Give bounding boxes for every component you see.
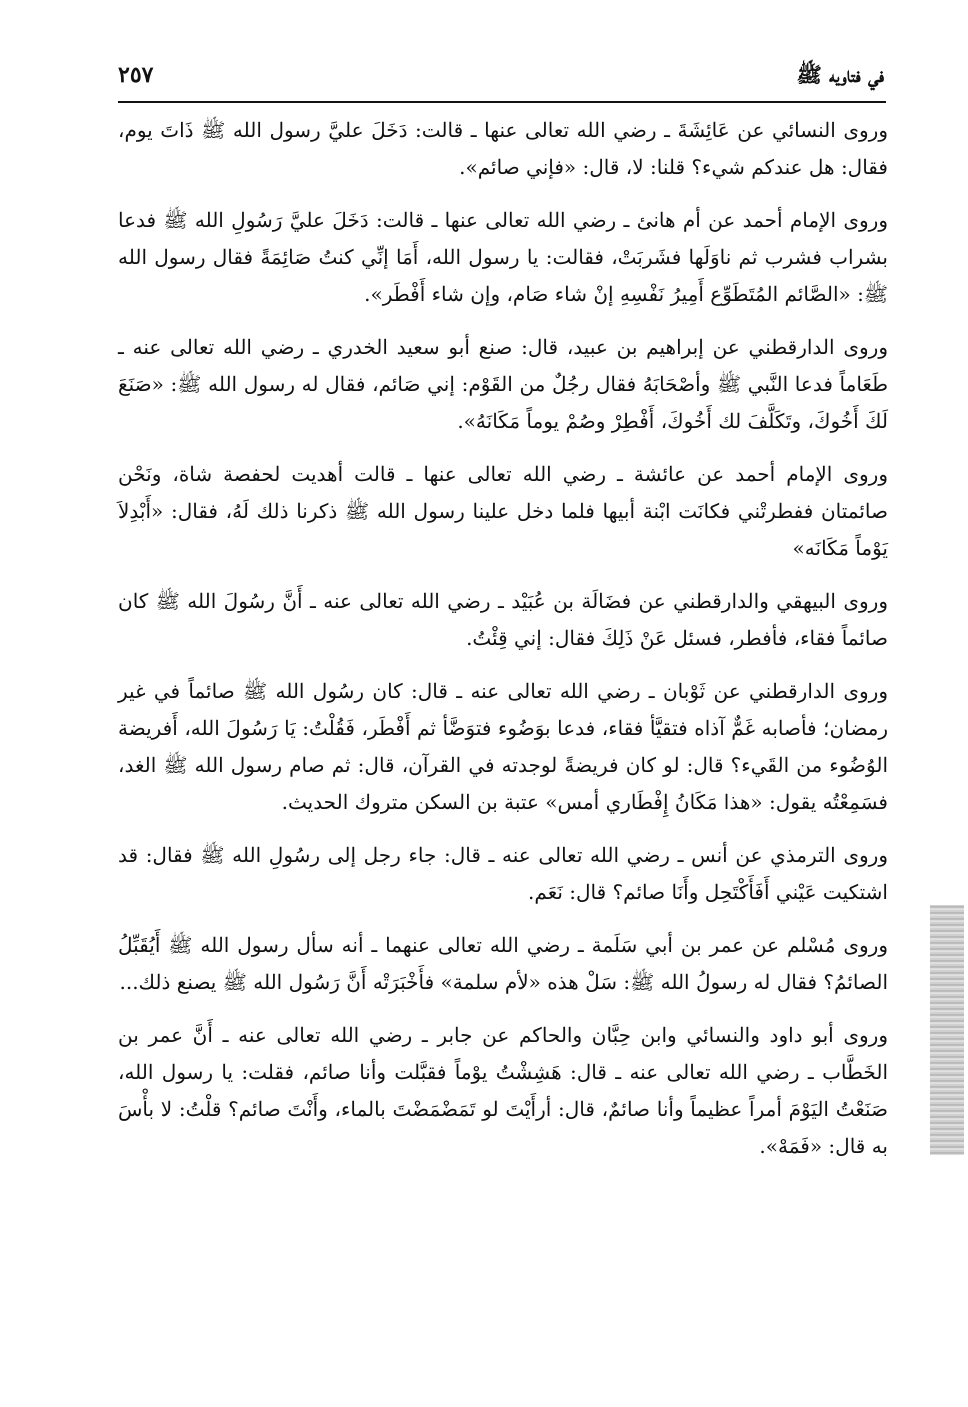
paragraph: وروى أبو داود والنسائي وابن حِبَّان والحاكم عن جابر ـ رضي الله تعالى عنه ـ أَنَّ عمر بن الخَطَّاب ـ رضي الله تعالى عنه ـ قال: هَشِشْتُ يوْماً فقبَّلت وأنا صائم، فقلت: يا رسول الله، صَنَعْتُ اليَوْمَ أمراً عظيماً وأنا صائمٌ، قال: أرأَيْتَ لو تَمَضْمَضْتَ بالماء، وأَنْتَ صائم؟ قلْتُ: لا بأْسَ به قال: «فَمَهْ».	[118, 1023, 888, 1158]
paragraph: وروى الإمام أحمد عن عائشة ـ رضي الله تعالى عنها ـ قالت أهديت لحفصة شاة، ونَحْن صائمتان ففطرتْني فكانَت ابْنة أبيها فلما دخل علينا رسول الله ﷺ ذكرنا ذلك لَهُ، فقال: «أَبْدِلاَ يَوْماً مَكَانَه»	[118, 462, 888, 560]
page-number: ٢٥٧	[118, 62, 154, 88]
body-text	[118, 112, 888, 1165]
paragraph: وروى الإمام أحمد عن أم هانئ ـ رضي الله تعالى عنها ـ قالت: دَخَلَ عليَّ رَسُولِ الله ﷺ فدعا بشراب فشرب ثم ناوَلَها فشَربَتْ، فقالت: يا رسول الله، أَمَا إنِّي كنتُ صَائِمَةً فقال رسول الله ﷺ: «الصَّائم المُتَطَوِّع أَمِيرُ نَفْسِهِ إنْ شاء صَام، وإن شاء أَفْطَر».	[118, 208, 888, 306]
paragraph: وروى الدارقطني عن إبراهيم بن عبيد، قال: صنع أبو سعيد الخدري ـ رضي الله تعالى عنه ـ طَعَاماً فدعا النَّبي ﷺ وأصْحَابَهُ فقال رجُلٌ من القَوْم: إني صَائم، فقال له رسول الله ﷺ: «صَنَعَ لَكَ أَخُوكَ، وتَكَلَّفَ لك أَخُوكَ، أَفْطِرْ وصُمْ يوماً مَكَانَهُ».	[118, 335, 888, 433]
paragraph: وروى مُسْلم عن عمر بن أبي سَلَمة ـ رضي الله تعالى عنهما ـ أنه سأل رسول الله ﷺ أَيُقَبِّلُ الصائمُ؟ فقال له رسولُ الله ﷺ: سَلْ هذه «لأم سلمة» فأَخْبَرَتْه أَنَّ رَسُول الله ﷺ يصنع ذلك...	[118, 933, 888, 994]
paragraph: وروى الترمذي عن أنس ـ رضي الله تعالى عنه ـ قال: جاء رجل إلى رسُولِ الله ﷺ فقال: قد اشتكيت عَيْني أَفَأَكْتَحِل وأَنَا صائم؟ قال: نَعَم.	[118, 843, 888, 904]
paragraph: وروى الدارقطني عن ثَوْبان ـ رضي الله تعالى عنه ـ قال: كان رسُول الله ﷺ صائماً في غير رمضان؛ فأصابه غَمٌّ آذاه فتقيَّأ فقاء، فدعا بوَضُوء فتوَضَّأ ثم أَفْطَر، فَقُلْتُ: يَا رَسُولَ الله، أَفريضة الوُضُوء من القَيء؟ قال: لو كان فريضةً لوجدته في القرآن، قال: ثم صام رسول الله ﷺ الغد، فسَمِعْتُه يقول: «هذا مَكَانُ إِفْطَاري أمس» عتبة بن السكن متروك الحديث.	[118, 679, 888, 814]
header-rule	[118, 101, 886, 103]
page-header	[118, 58, 884, 98]
paragraph: وروى البيهقي والدارقطني عن فضَالَة بن عُبَيْد ـ رضي الله تعالى عنه ـ أَنَّ رسُولَ الله ﷺ كان صائماً فقاء، فأفطر، فسئل عَنْ ذَلِكَ فقال: إني قِئْتُ.	[118, 589, 888, 650]
paragraph: وروى النسائي عن عَائِشَةَ ـ رضي الله تعالى عنها ـ قالت: دَخَلَ عليَّ رسول الله ﷺ ذَاتَ يوم، فقال: هل عندكم شيء؟ قلنا: لا، قال: «فإني صائم».	[118, 118, 888, 179]
running-title: في فتاويه ﷺ	[796, 62, 884, 87]
scan-edge-shadow	[930, 905, 964, 1155]
